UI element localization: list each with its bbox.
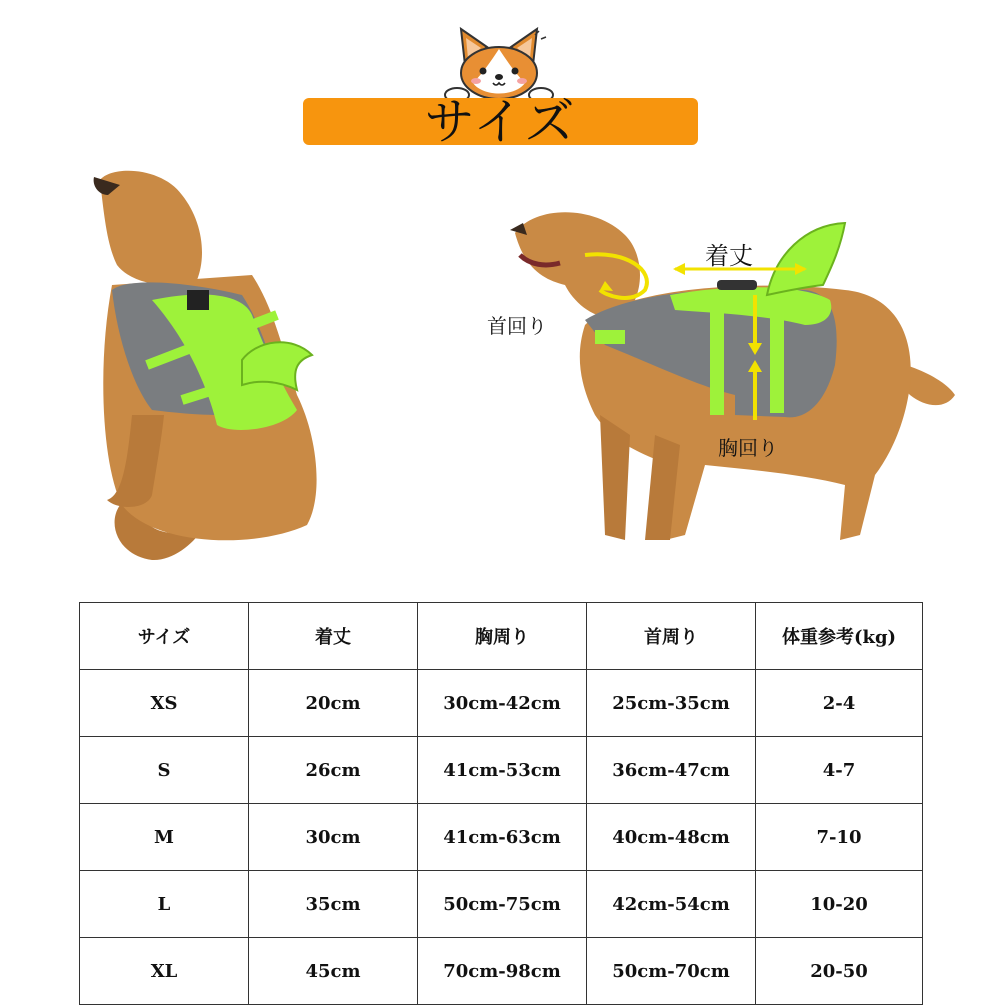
table-cell: 70cm-98cm	[418, 938, 587, 1005]
table-cell: XS	[80, 670, 249, 737]
chest-label: 胸回り	[718, 436, 778, 460]
table-cell: 30cm	[249, 804, 418, 871]
length-label: 着丈	[705, 242, 753, 270]
table-cell: 2-4	[756, 670, 923, 737]
table-cell: 35cm	[249, 871, 418, 938]
table-cell: 25cm-35cm	[587, 670, 756, 737]
table-cell: 50cm-75cm	[418, 871, 587, 938]
table-cell: 30cm-42cm	[418, 670, 587, 737]
sitting-dog-image	[92, 165, 327, 565]
neck-label: 首回り	[487, 314, 547, 338]
table-cell: M	[80, 804, 249, 871]
table-row	[80, 737, 923, 804]
table-cell: 50cm-70cm	[587, 938, 756, 1005]
header-cell: 首周り	[587, 603, 756, 670]
table-cell: 10-20	[756, 871, 923, 938]
table-row	[80, 670, 923, 737]
table-cell: 40cm-48cm	[587, 804, 756, 871]
table-cell: 20cm	[249, 670, 418, 737]
table-row	[80, 804, 923, 871]
table-cell: 42cm-54cm	[587, 871, 756, 938]
table-cell: 41cm-63cm	[418, 804, 587, 871]
table-header-row	[80, 603, 923, 670]
table-cell: L	[80, 871, 249, 938]
table-cell: 36cm-47cm	[587, 737, 756, 804]
table-row	[80, 938, 923, 1005]
header-cell: 体重参考(kg)	[756, 603, 923, 670]
table-cell: S	[80, 737, 249, 804]
page-title: サイズ	[424, 93, 577, 151]
header-cell: サイズ	[80, 603, 249, 670]
table-cell: 4-7	[756, 737, 923, 804]
table-cell: 20-50	[756, 938, 923, 1005]
table-cell: XL	[80, 938, 249, 1005]
size-table	[79, 602, 923, 1005]
table-cell: 7-10	[756, 804, 923, 871]
table-row	[80, 871, 923, 938]
header-cell: 着丈	[249, 603, 418, 670]
table-cell: 41cm-53cm	[418, 737, 587, 804]
header-cell: 胸周り	[418, 603, 587, 670]
table-cell: 45cm	[249, 938, 418, 1005]
table-cell: 26cm	[249, 737, 418, 804]
